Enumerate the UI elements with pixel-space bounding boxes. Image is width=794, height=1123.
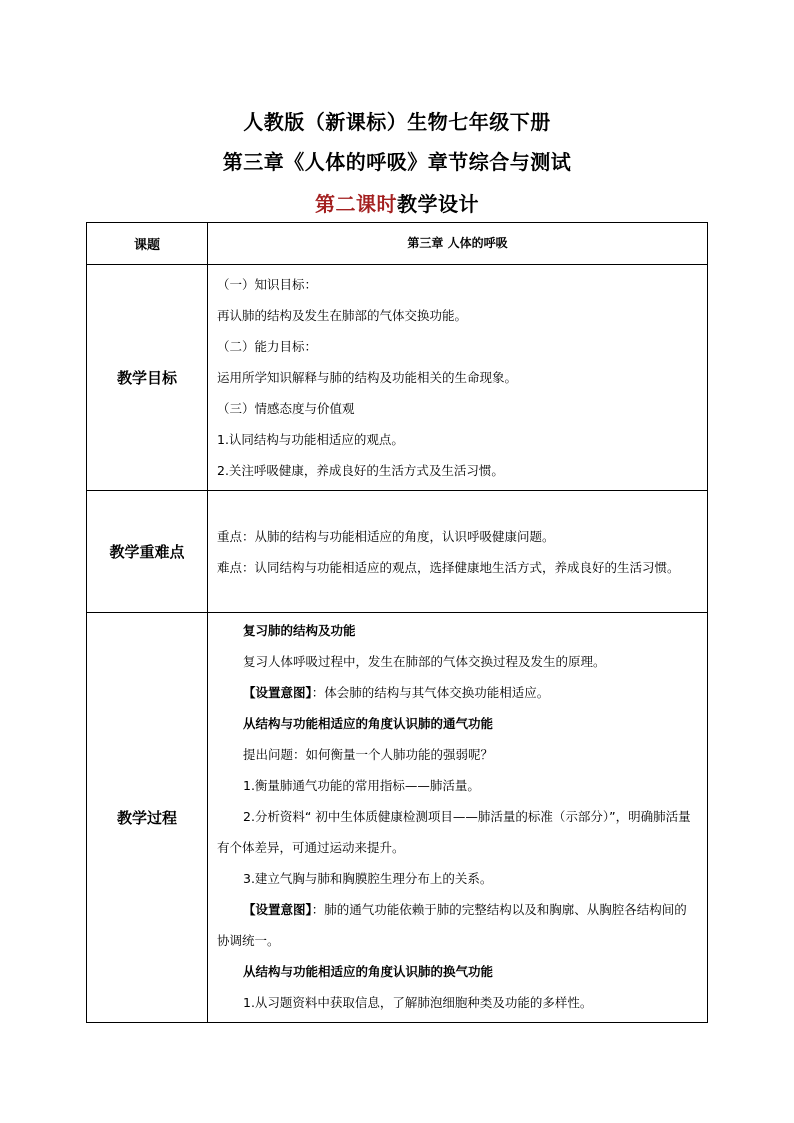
lesson-title bbox=[0, 188, 794, 217]
keypoint-difficulty: 难点：认同结构与功能相适应的观点，选择健康地生活方式，养成良好的生活习惯。 bbox=[217, 559, 680, 575]
lesson-design-label: 教学设计 bbox=[397, 192, 479, 216]
list-item: 2.分析资料“ 初中生体质健康检测项目——肺活量的标准（示部分）”，明确肺活量有个体差异，可通过运动来提升。 bbox=[217, 809, 691, 855]
paragraph: 复习人体呼吸过程中，发生在肺部的气体交换过程及发生的原理。 bbox=[243, 654, 606, 669]
section-heading: 从结构与功能相适应的角度认识肺的换气功能 bbox=[243, 964, 494, 979]
intent-tag: 【设置意图】 bbox=[243, 902, 312, 917]
table-row-topic bbox=[87, 223, 708, 265]
goals-line: 2.关注呼吸健康，养成良好的生活方式及生活习惯。 bbox=[217, 463, 504, 478]
intent-paragraph bbox=[217, 677, 698, 708]
keypoints-cell bbox=[208, 491, 708, 613]
lesson-period: 第二课时 bbox=[315, 192, 397, 216]
goals-line: 1.认同结构与功能相适应的观点。 bbox=[217, 432, 404, 447]
section-heading: 复习肺的结构及功能 bbox=[243, 623, 356, 638]
table-row-keypoints bbox=[87, 491, 708, 613]
intent-paragraph bbox=[217, 894, 698, 956]
goals-line: （一）知识目标： bbox=[217, 277, 318, 292]
goals-line: （三）情感态度与价值观 bbox=[217, 401, 355, 416]
goals-cell bbox=[208, 265, 708, 491]
intent-tag: 【设置意图】 bbox=[243, 685, 312, 700]
process-cell bbox=[208, 613, 708, 1023]
list-item: 1.衡量肺通气功能的常用指标——肺活量。 bbox=[243, 778, 480, 793]
document-title: 人教版（新课标）生物七年级下册 bbox=[243, 110, 551, 134]
intent-text: ：肺的通气功能依赖于肺的完整结构以及和胸廓、从胸腔各结构间的协调统一。 bbox=[217, 902, 687, 948]
goals-line: 运用所学知识解释与肺的结构及功能相关的生命现象。 bbox=[217, 370, 518, 385]
keypoints-label: 教学重难点 bbox=[87, 491, 208, 613]
document-subtitle: 第三章《人体的呼吸》章节综合与测试 bbox=[222, 150, 572, 174]
table-row-goals bbox=[87, 265, 708, 491]
section-heading: 从结构与功能相适应的角度认识肺的通气功能 bbox=[243, 716, 494, 731]
intent-text: ：体会肺的结构与其气体交换功能相适应。 bbox=[311, 685, 550, 700]
topic-cell bbox=[208, 223, 708, 265]
goals-label: 教学目标 bbox=[87, 265, 208, 491]
goals-line: （二）能力目标： bbox=[217, 339, 318, 354]
goals-line: 再认肺的结构及发生在肺部的气体交换功能。 bbox=[217, 308, 468, 323]
keypoint-focus: 重点：从肺的结构与功能相适应的角度，认识呼吸健康问题。 bbox=[217, 528, 555, 544]
goals-content bbox=[208, 265, 707, 490]
lesson-plan-table bbox=[86, 222, 708, 1023]
topic-value: 第三章 人体的呼吸 bbox=[407, 236, 508, 250]
table-row-process bbox=[87, 613, 708, 1023]
list-item: 3.建立气胸与肺和胸膜腔生理分布上的关系。 bbox=[243, 871, 493, 886]
keypoints-content bbox=[208, 517, 707, 587]
list-item: 1.从习题资料中获取信息，了解肺泡细胞种类及功能的多样性。 bbox=[243, 995, 593, 1010]
process-label: 教学过程 bbox=[87, 613, 208, 1023]
topic-label: 课题 bbox=[87, 223, 208, 265]
process-content bbox=[208, 613, 707, 1022]
paragraph: 提出问题：如何衡量一个人肺功能的强弱呢？ bbox=[243, 747, 494, 762]
